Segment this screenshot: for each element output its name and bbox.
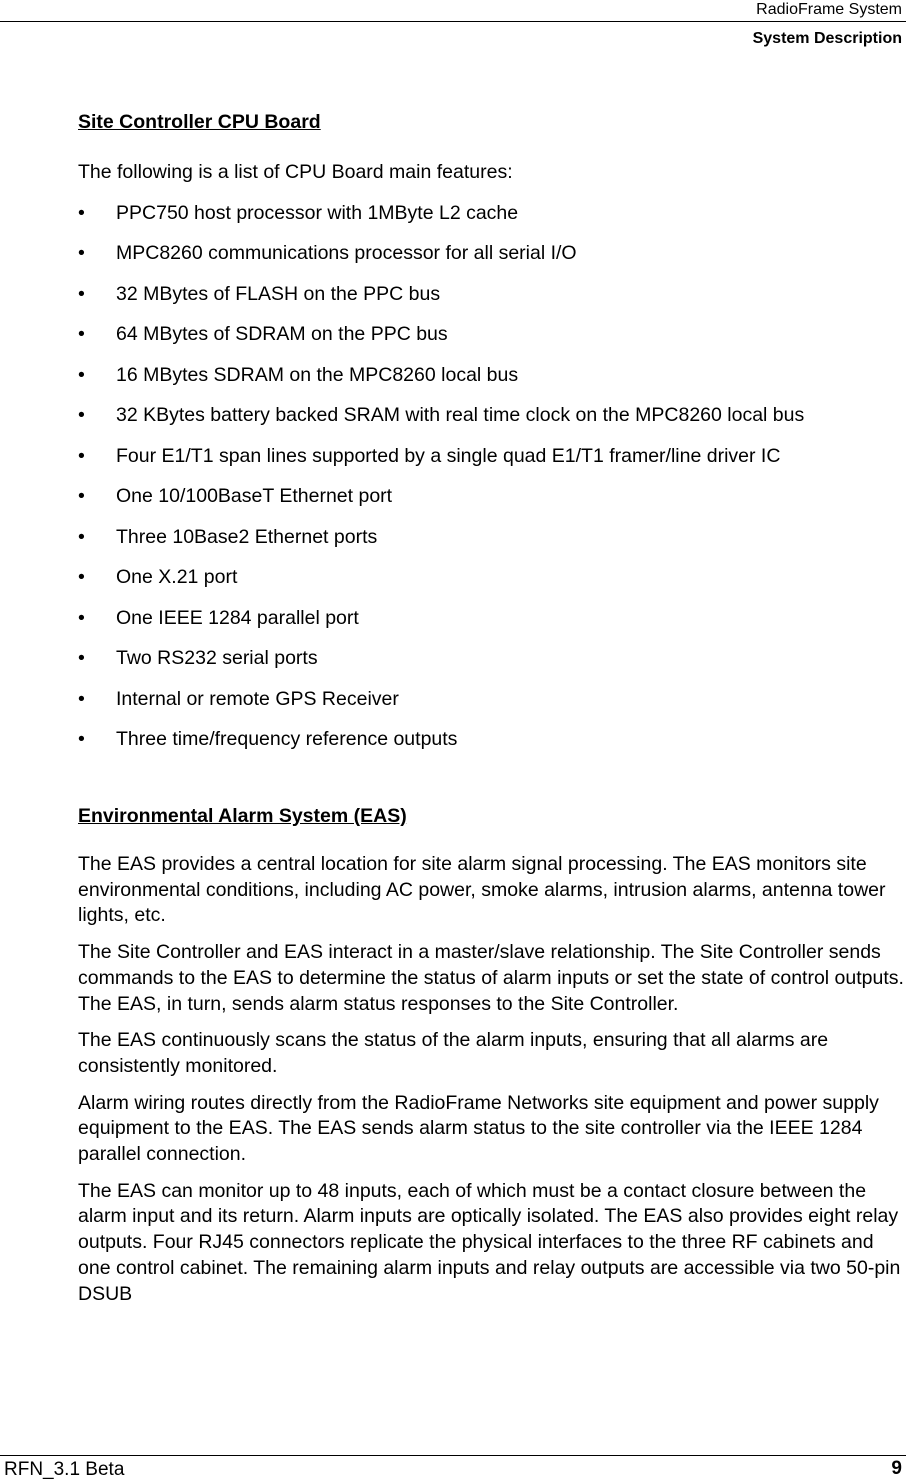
list-item-text: One X.21 port	[116, 566, 238, 588]
feature-list	[78, 200, 904, 753]
page-header	[0, 0, 906, 48]
bullet-icon: •	[78, 444, 85, 467]
bullet-icon: •	[78, 485, 85, 507]
list-item	[78, 605, 904, 631]
bullet-icon: •	[78, 242, 85, 264]
list-item	[78, 686, 904, 712]
list-item-text: Four E1/T1 span lines supported by a single quad E1/T1 framer/line driver IC	[116, 444, 781, 467]
list-item	[78, 402, 904, 428]
list-item	[78, 726, 904, 752]
section-eas	[78, 802, 904, 1307]
list-item-text: PPC750 host processor with 1MByte L2 cache	[116, 201, 519, 224]
paragraph: Alarm wiring routes directly from the RadioFrame Networks site equipment and power supply equipment to the EAS. The EAS sends alarm status to the site controller via the IEEE 1284 parallel connection.	[78, 1091, 879, 1166]
list-item	[78, 564, 904, 590]
paragraph: The Site Controller and EAS interact in a master/slave relationship. The Site Controller sends commands to the EAS to determine the status of alarm inputs or set the state of control outputs. The EAS, in turn, sends alarm status responses to the Site Controller.	[78, 941, 904, 1015]
bullet-icon: •	[78, 525, 85, 548]
header-title: RadioFrame System	[756, 1, 902, 18]
list-item	[78, 443, 904, 469]
section-heading-cpu-board: Site Controller CPU Board	[78, 111, 321, 133]
list-item-text: 32 KBytes battery backed SRAM with real time clock on the MPC8260 local bus	[116, 404, 805, 426]
bullet-icon: •	[78, 323, 85, 345]
bullet-icon: •	[78, 404, 85, 426]
list-item-text: One IEEE 1284 parallel port	[116, 606, 359, 629]
list-item	[78, 321, 904, 347]
bullet-icon: •	[78, 606, 85, 629]
list-item	[78, 200, 904, 226]
list-item-text: One 10/100BaseT Ethernet port	[116, 485, 393, 507]
bullet-icon: •	[78, 647, 85, 669]
list-item	[78, 483, 904, 509]
bullet-icon: •	[78, 728, 85, 750]
list-item-text: Three time/frequency reference outputs	[116, 728, 458, 750]
document-body	[78, 108, 904, 1307]
section-heading-eas: Environmental Alarm System (EAS)	[78, 805, 407, 827]
list-item	[78, 240, 904, 266]
bullet-icon: •	[78, 687, 85, 710]
list-item	[78, 524, 904, 550]
list-item-text: MPC8260 communications processor for all serial I/O	[116, 242, 577, 264]
paragraph: The EAS continuously scans the status of the alarm inputs, ensuring that all alarms are consistently monitored.	[78, 1029, 829, 1077]
header-divider	[0, 21, 906, 22]
section-intro: The following is a list of CPU Board main features:	[78, 161, 513, 183]
list-item-text: 16 MBytes SDRAM on the MPC8260 local bus	[116, 363, 519, 386]
paragraph: The EAS can monitor up to 48 inputs, each of which must be a contact closure between the alarm input and its return. Alarm inputs are optically isolated. The EAS also provides eight relay outputs. Four RJ45 connectors replicate the physical interfaces to the three RF cabinets and one control cabinet. The remaining alarm inputs and relay outputs are accessible via two 50-pin DSUB	[78, 1179, 901, 1305]
list-item-text: Three 10Base2 Ethernet ports	[116, 525, 378, 548]
paragraph: The EAS provides a central location for site alarm signal processing. The EAS monitors site environmental conditions, including AC power, smoke alarms, intrusion alarms, antenna tower lights, etc.	[78, 853, 886, 927]
list-item-text: 32 MBytes of FLASH on the PPC bus	[116, 282, 441, 305]
bullet-icon: •	[78, 201, 85, 224]
bullet-icon: •	[78, 566, 85, 588]
list-item	[78, 281, 904, 307]
list-item	[78, 645, 904, 671]
list-item-text: Internal or remote GPS Receiver	[116, 687, 399, 710]
header-subtitle: System Description	[752, 30, 902, 47]
footer-divider	[0, 1455, 906, 1456]
bullet-icon: •	[78, 282, 85, 305]
bullet-icon: •	[78, 363, 85, 386]
list-item-text: Two RS232 serial ports	[116, 647, 318, 669]
footer-doc-id: RFN_3.1 Beta	[4, 1459, 125, 1480]
page-number: 9	[891, 1458, 902, 1479]
list-item-text: 64 MBytes of SDRAM on the PPC bus	[116, 323, 448, 345]
list-item	[78, 362, 904, 388]
